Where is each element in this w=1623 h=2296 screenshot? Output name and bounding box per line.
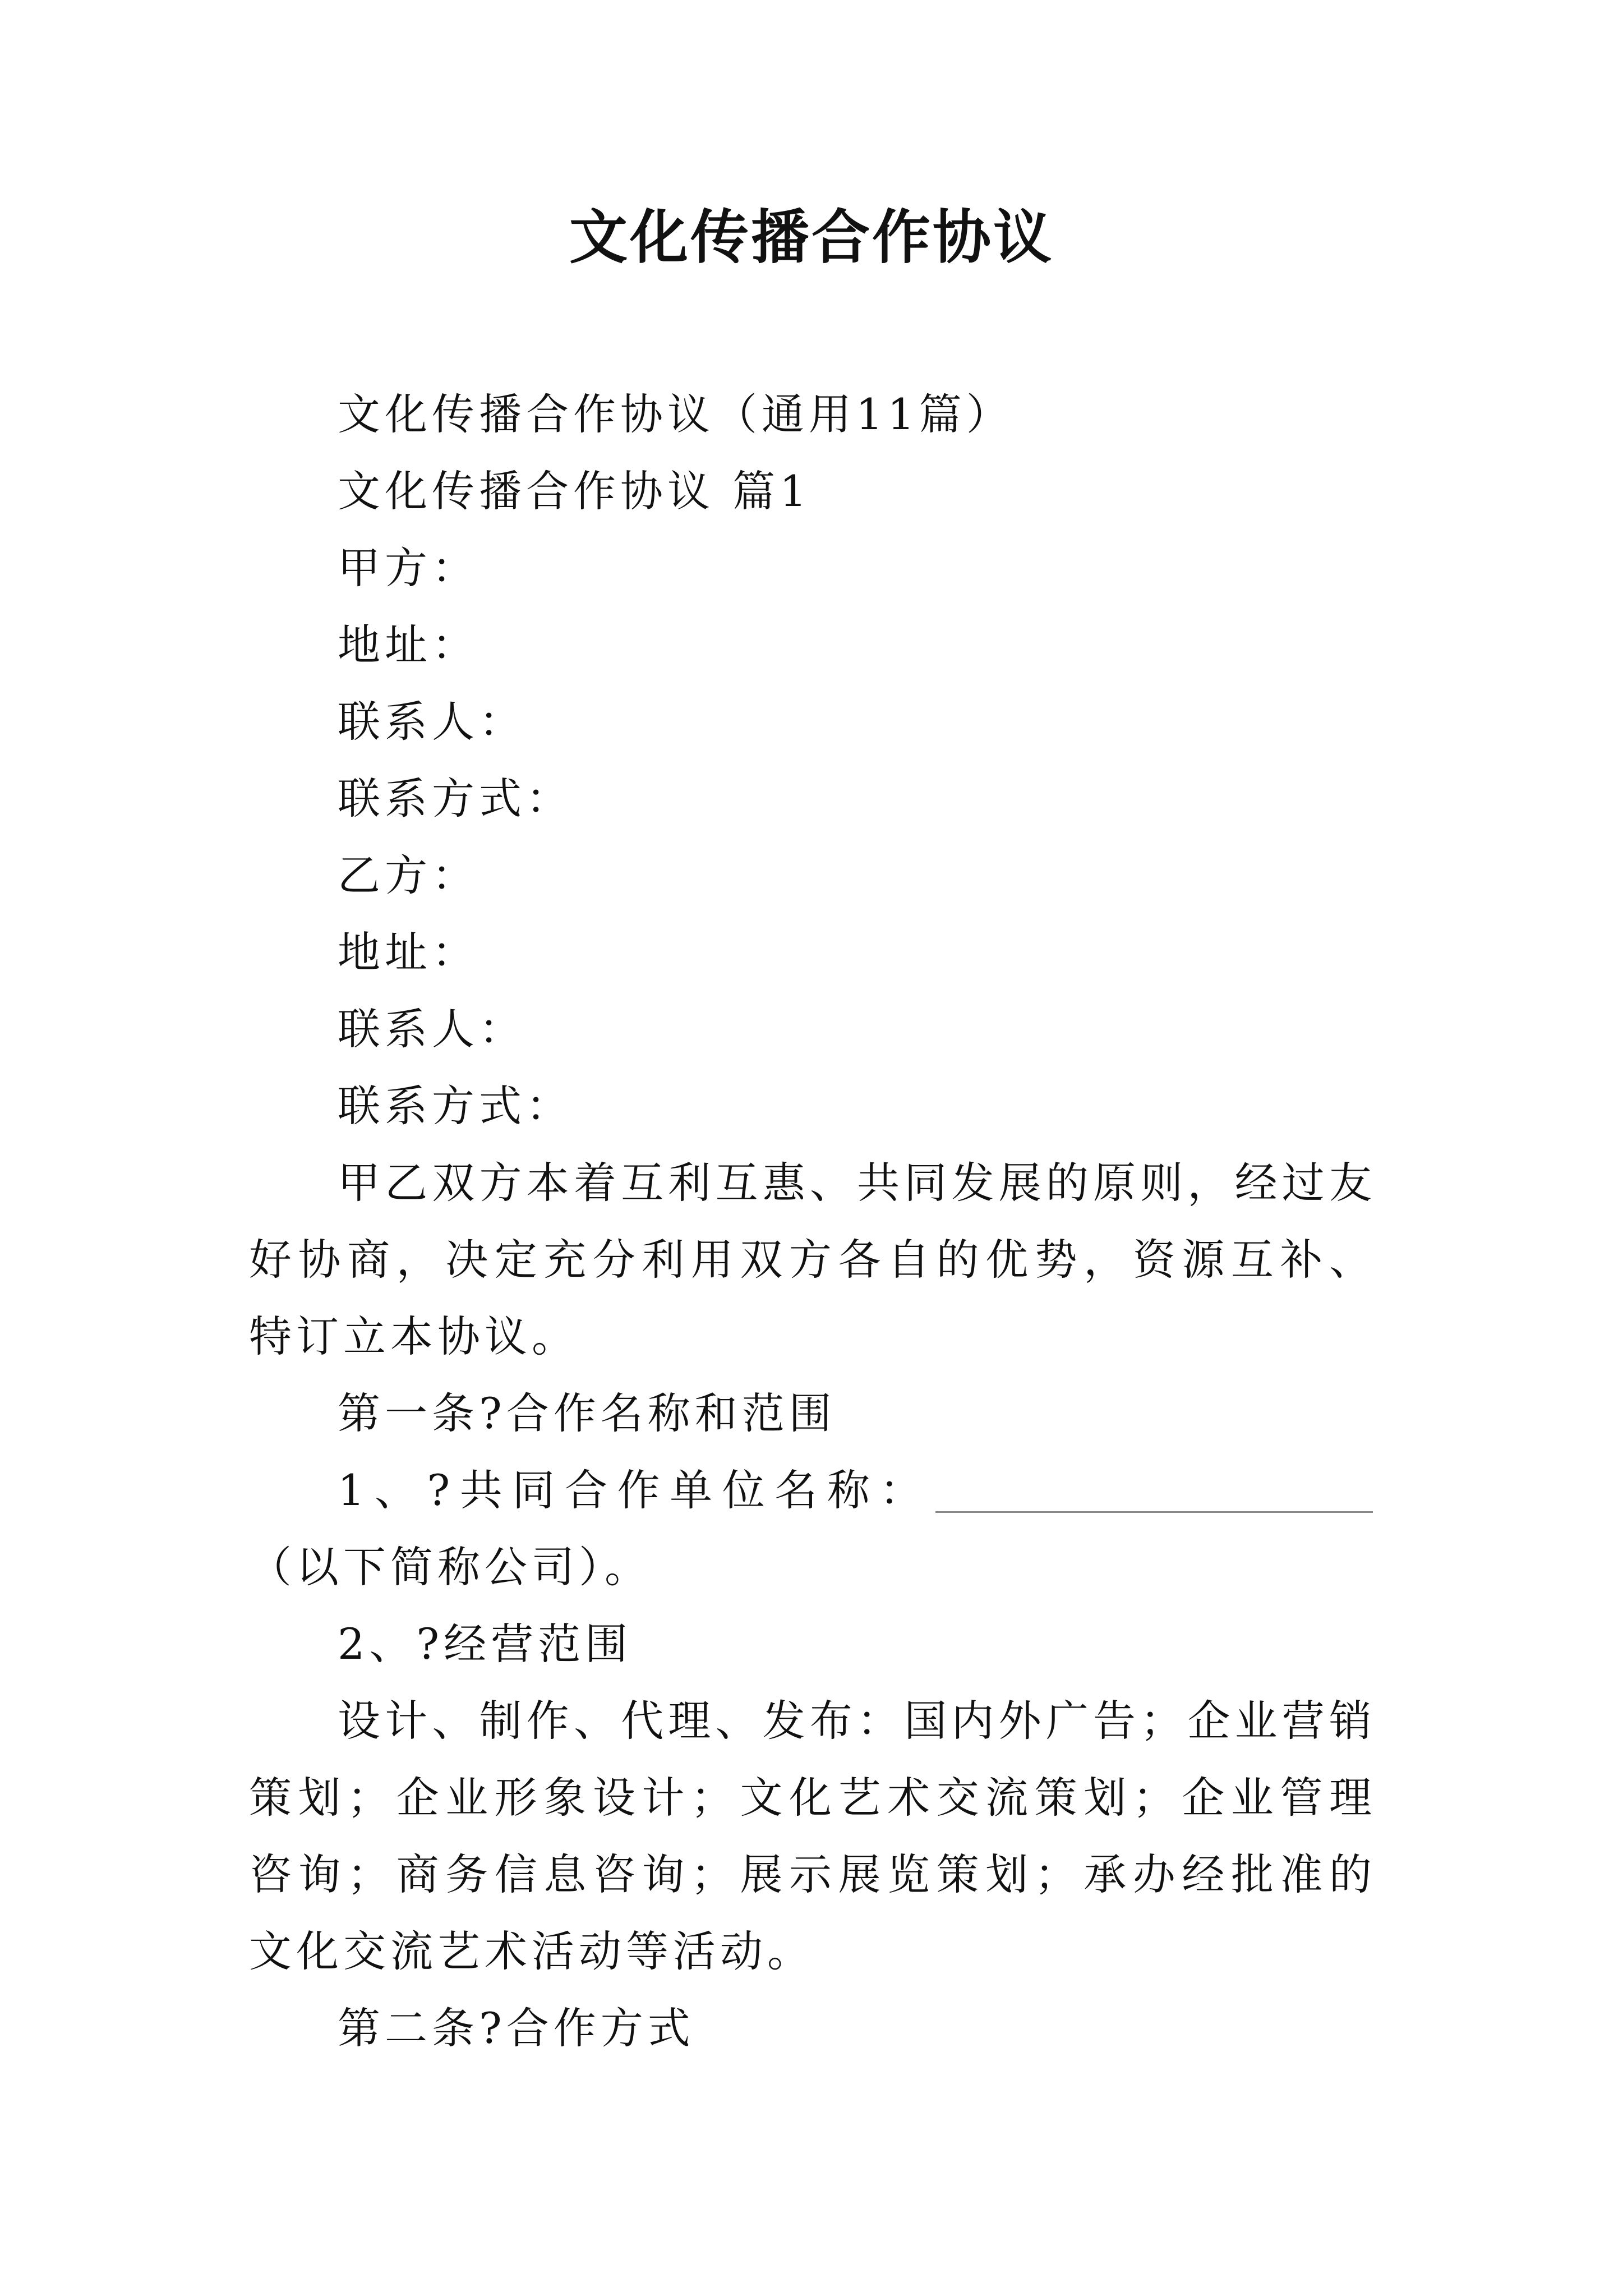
company-name-blank: [935, 1509, 1373, 1513]
article1-item1-prefix: 1、?共同合作单位名称：: [338, 1465, 932, 1515]
intro-paragraph: 甲乙双方本着互利互惠、共同发展的原则，经过友好协商，决定充分利用双方各自的优势，资源互补、特订立本协议。: [249, 1158, 1376, 1361]
article2-heading: 第二条?合作方式: [338, 2003, 695, 2053]
section-heading: 文化传播合作协议 篇1: [338, 466, 811, 516]
document-subtitle: 文化传播合作协议（通用11篇）: [338, 389, 1013, 439]
party-a-contact-method: 联系方式：: [338, 774, 573, 823]
article1-scope: 设计、制作、代理、发布：国内外广告；企业营销策划；企业形象设计；文化艺术交流策划；企业管理咨询；商务信息咨询；展示展览策划；承办经批准的文化交流艺术活动等活动。: [249, 1696, 1376, 1976]
party-b-contact-method: 联系方式：: [338, 1081, 573, 1131]
party-b-contact: 联系人：: [338, 1004, 526, 1054]
party-a-contact: 联系人：: [338, 697, 526, 747]
party-b-address: 地址：: [338, 927, 479, 977]
party-a-address: 地址：: [338, 620, 479, 670]
party-a-label: 甲方：: [338, 543, 479, 593]
article1-heading: 第一条?合作名称和范围: [338, 1388, 836, 1438]
document-title: 文化传播合作协议: [569, 203, 1054, 272]
party-b-label: 乙方：: [338, 850, 479, 900]
article1-item2: 2、?经营范围: [338, 1619, 633, 1669]
document-body: [249, 376, 1376, 2067]
article1-item1: [249, 1452, 1376, 1605]
article1-item1-suffix: （以下简称公司）。: [249, 1542, 652, 1592]
